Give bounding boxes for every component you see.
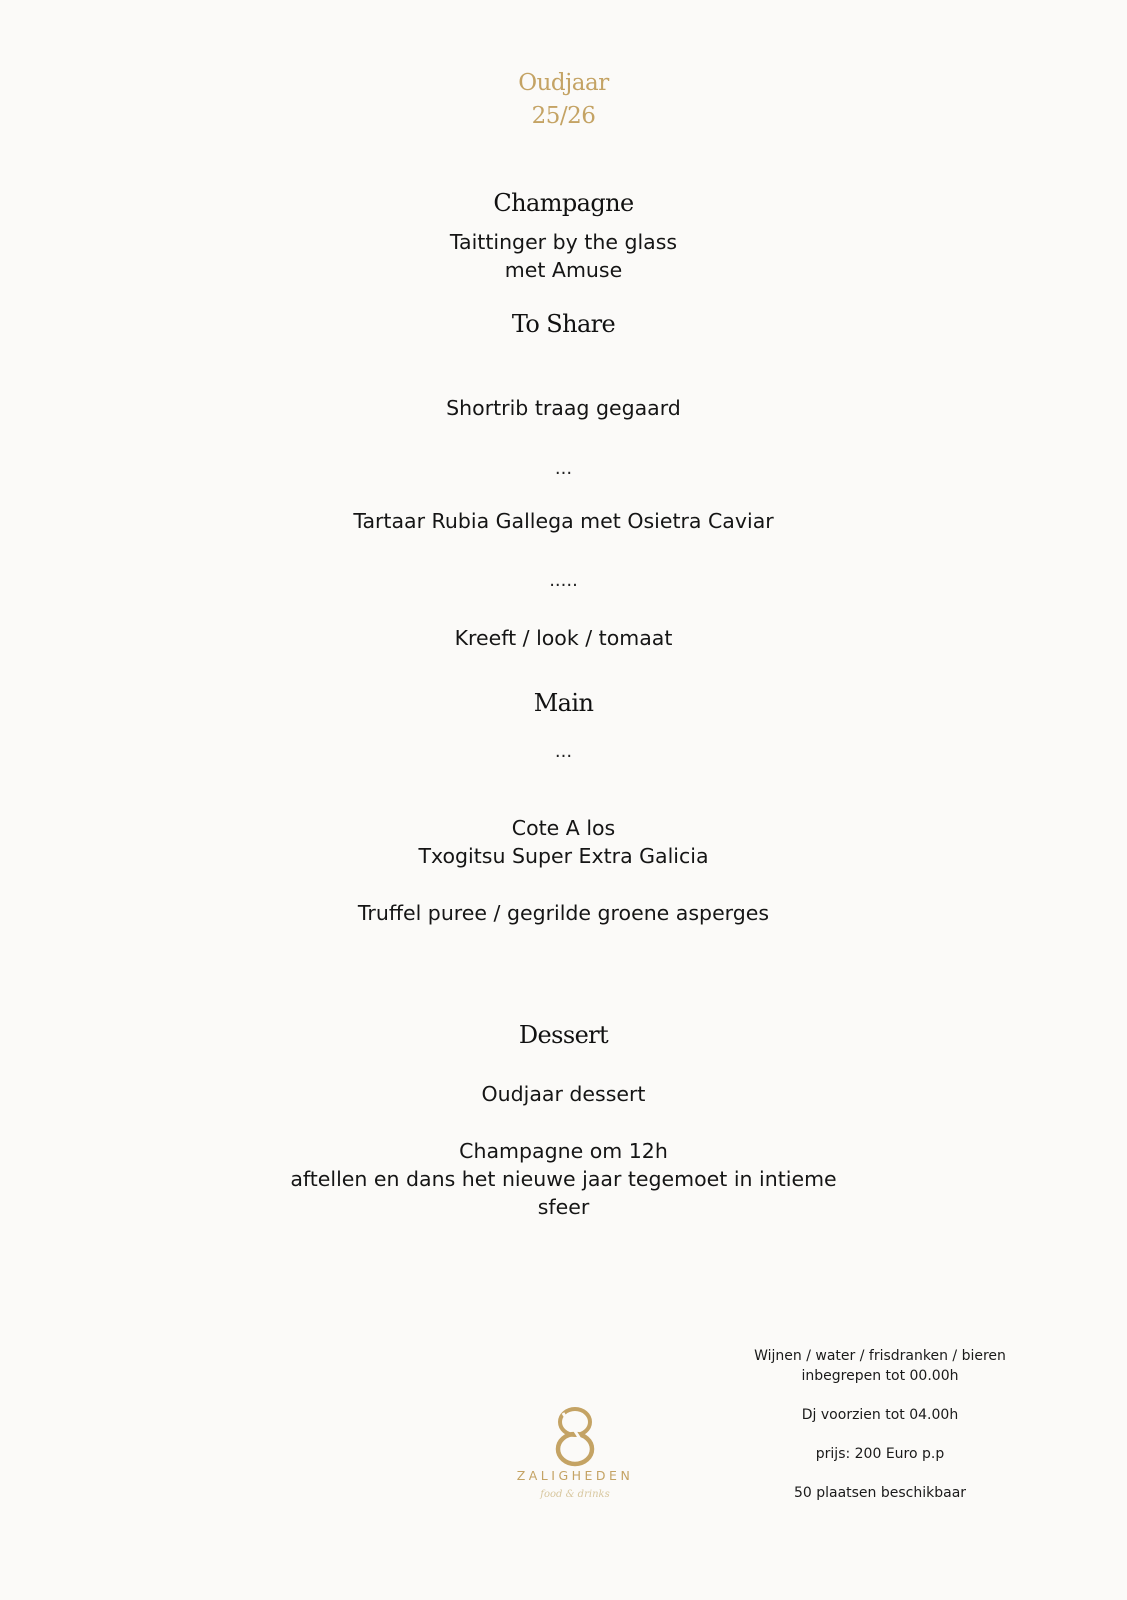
to-share-separator-1: ... bbox=[554, 458, 573, 479]
champagne-line-2: met Amuse bbox=[504, 258, 623, 282]
main-item-2: Truffel puree / gegrilde groene asperges bbox=[357, 901, 770, 925]
footer-seats: 50 plaatsen beschikbaar bbox=[793, 1485, 967, 1501]
to-share-separator-2: ..... bbox=[549, 570, 578, 591]
main-separator: ... bbox=[554, 741, 573, 762]
footer-price: prijs: 200 Euro p.p bbox=[815, 1446, 945, 1462]
heading-to-share: To Share bbox=[511, 310, 616, 338]
main-item-1-line-2: Txogitsu Super Extra Galicia bbox=[418, 844, 709, 868]
to-share-item-1: Shortrib traag gegaard bbox=[446, 396, 681, 420]
eight-monogram-icon bbox=[500, 1405, 650, 1467]
logo-tagline: food & drinks bbox=[540, 1489, 610, 1500]
dessert-item-2-line-3: sfeer bbox=[537, 1195, 590, 1219]
footer-drinks-line-1: Wijnen / water / frisdranken / bieren bbox=[754, 1348, 1006, 1364]
dessert-item-2-line-2: aftellen en dans het nieuwe jaar tegemoet in intieme bbox=[290, 1167, 837, 1191]
heading-dessert: Dessert bbox=[518, 1021, 609, 1049]
footer-drinks-line-2: inbegrepen tot 00.00h bbox=[801, 1368, 959, 1384]
heading-main: Main bbox=[533, 689, 594, 717]
dessert-item-2-line-1: Champagne om 12h bbox=[459, 1139, 668, 1163]
title-oudjaar: Oudjaar bbox=[518, 70, 609, 96]
to-share-item-2: Tartaar Rubia Gallega met Osietra Caviar bbox=[353, 509, 774, 533]
dessert-item-1: Oudjaar dessert bbox=[481, 1082, 646, 1106]
footer-dj: Dj voorzien tot 04.00h bbox=[801, 1407, 959, 1423]
title-year: 25/26 bbox=[531, 103, 596, 129]
zaligheden-logo bbox=[500, 1405, 650, 1515]
logo-wordmark: ZALIGHEDEN bbox=[516, 1468, 634, 1483]
heading-champagne: Champagne bbox=[493, 189, 634, 217]
champagne-line-1: Taittinger by the glass bbox=[449, 230, 678, 254]
main-item-1-line-1: Cote A los bbox=[511, 816, 616, 840]
to-share-item-3: Kreeft / look / tomaat bbox=[454, 626, 673, 650]
